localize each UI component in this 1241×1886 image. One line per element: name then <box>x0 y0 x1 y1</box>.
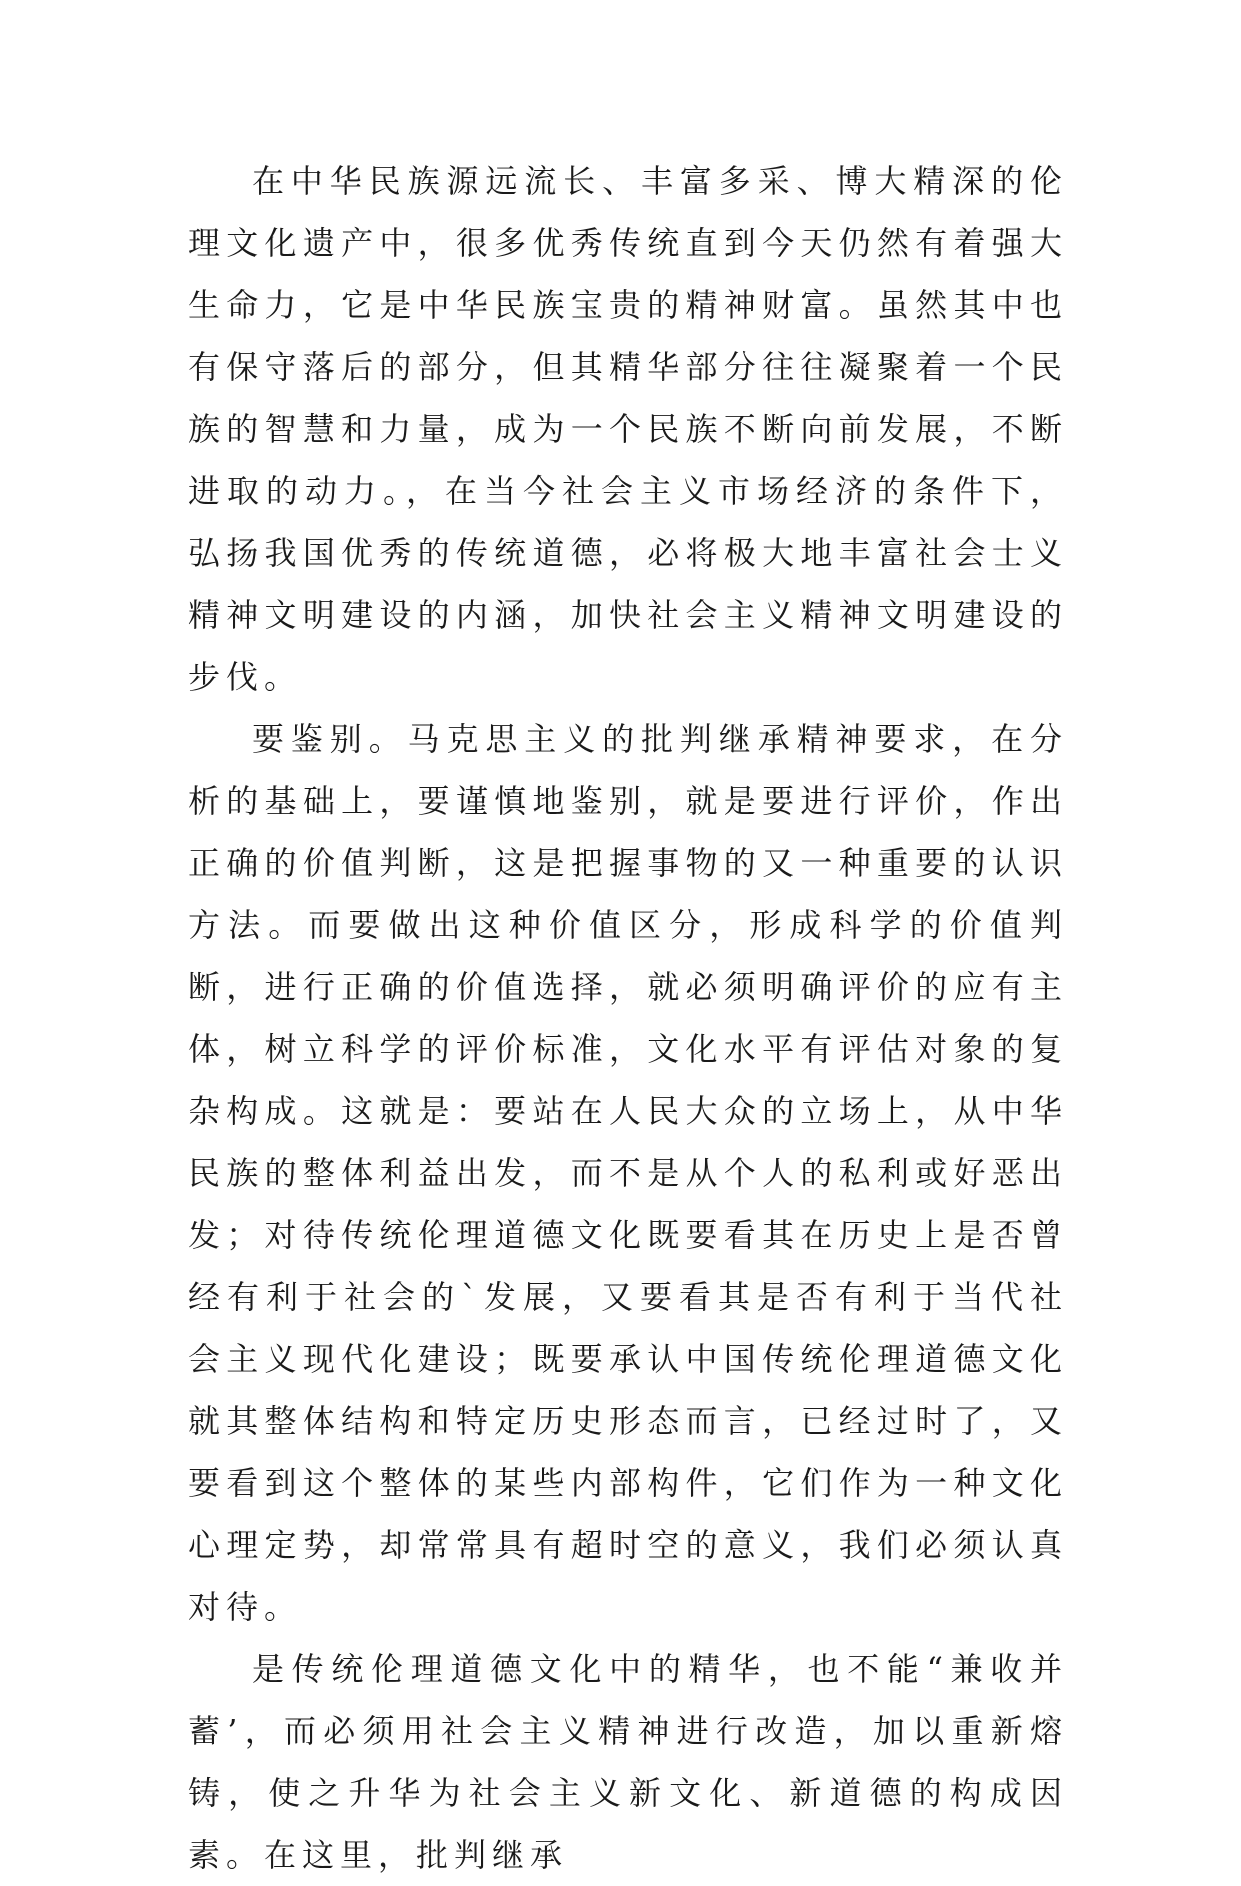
paragraph-2: 要鉴别。马克思主义的批判继承精神要求，在分析的基础上，要谨慎地鉴别，就是要进行评价，作出正确的价值判断，这是把握事物的又一种重要的认识方法。而要做出这种价值区分，形成科学的价值判断，进行正确的价值选择，就必须明确评价的应有主体，树立科学的评价标准，文化水平有评估对象的复杂构成。这就是：要站在人民大众的立场上，从中华民族的整体利益出发，而不是从个人的私利或好恶出发；对待传统伦理道德文化既要看其在历史上是否曾经有利于社会的`发展，又要看其是否有利于当代社会主义现代化建设；既要承认中国传统伦理道德文化就其整体结构和特定历史形态而言，已经过时了，又要看到这个整体的某些内部构件，它们作为一种文化心理定势，却常常具有超时空的意义，我们必须认真对待。 <box>188 720 1068 1626</box>
paragraph-3: 是传统伦理道德文化中的精华，也不能“兼收并蓄’，而必须用社会主义精神进行改造，加以重新熔铸，使之升华为社会主义新文化、新道德的构成因素。在这里，批判继承 <box>188 1650 1068 1874</box>
document-body <box>188 150 1068 1886</box>
paragraph-1: 在中华民族源远流长、丰富多采、博大精深的伦理文化遗产中，很多优秀传统直到今天仍然有着强大生命力，它是中华民族宝贵的精神财富。虽然其中也有保守落后的部分，但其精华部分往往凝聚着一个民族的智慧和力量，成为一个民族不断向前发展，不断进取的动力。，在当今社会主义市场经济的条件下，弘扬我国优秀的传统道德，必将极大地丰富社会士义精神文明建设的内涵，加快社会主义精神文明建设的步伐。 <box>188 162 1068 696</box>
